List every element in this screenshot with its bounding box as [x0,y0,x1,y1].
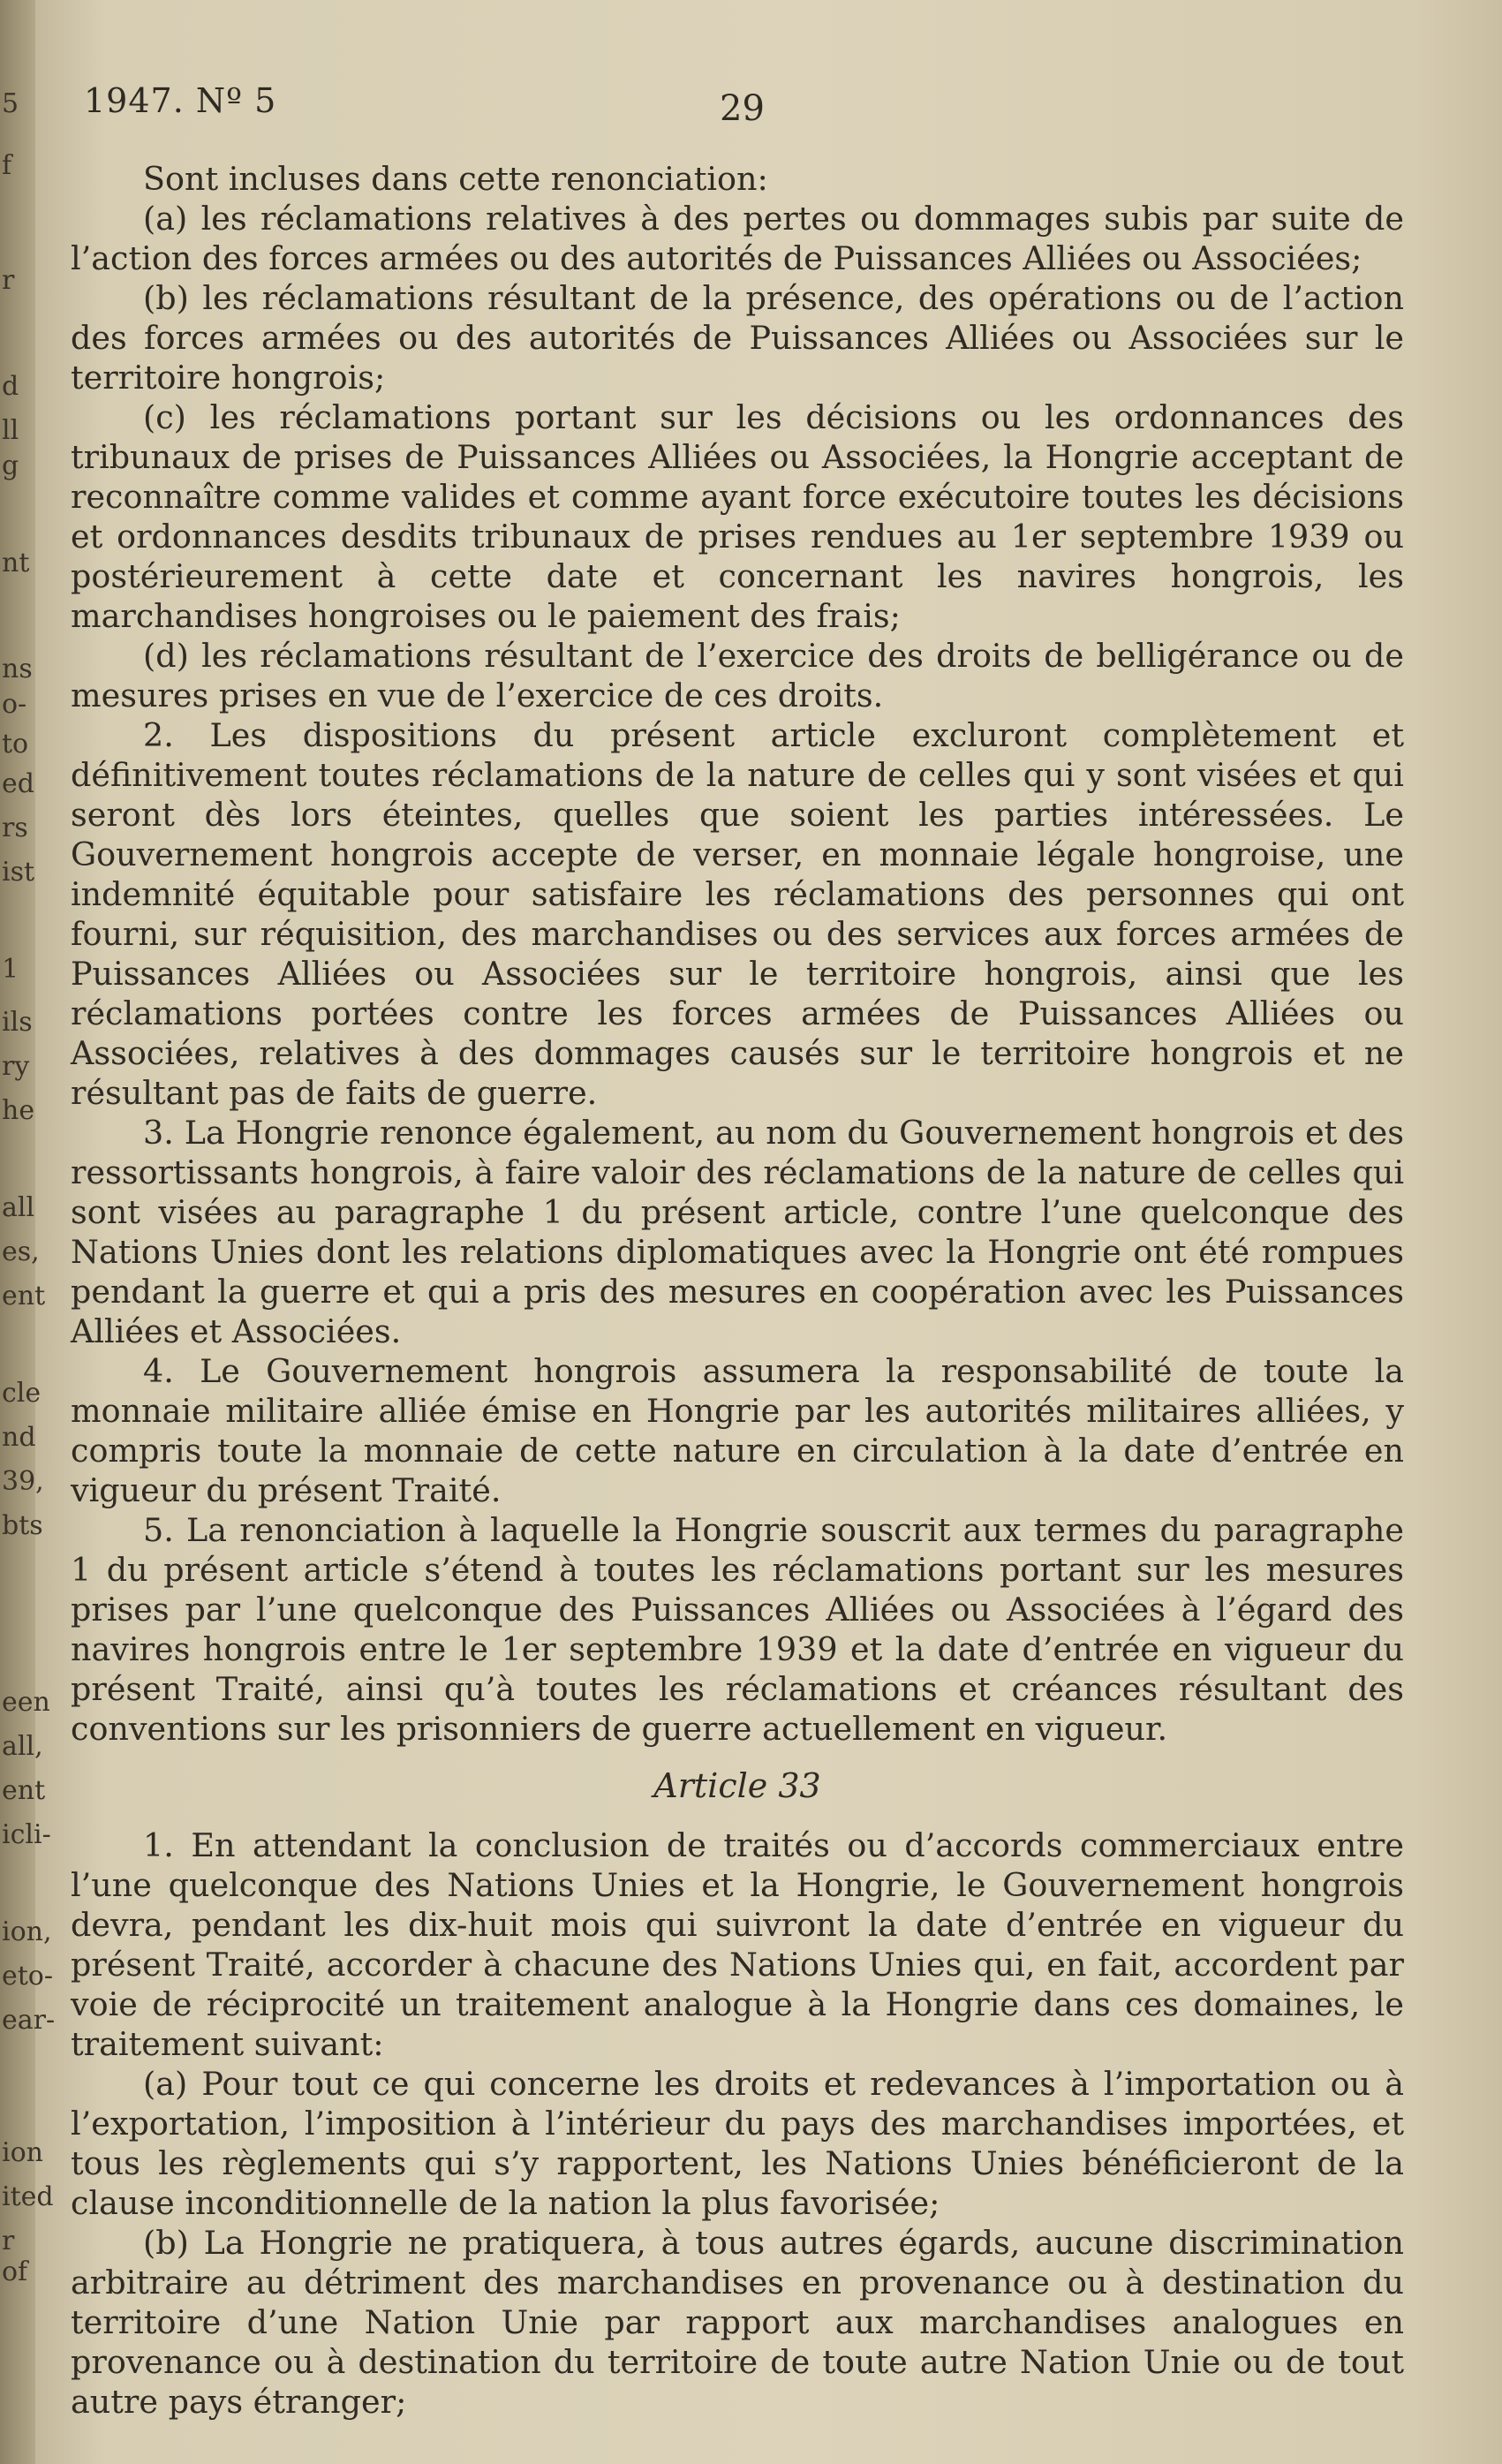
margin-fragment: bts [2,1510,43,1541]
margin-fragment: ear- [2,2005,56,2036]
margin-fragment: 1 [2,954,19,985]
margin-fragment: cle [2,1378,42,1409]
margin-fragment: all [2,1192,35,1223]
margin-fragment: r of [2,2226,28,2287]
paragraph-intro: Sont incluses dans cette renonciation: [143,160,768,198]
margin-fragment: r [2,265,15,296]
margin-fragment: icli- [2,1819,51,1850]
margin-fragment: ion, [2,1916,52,1947]
margin-fragment: o- [2,689,27,720]
paragraph-b: (b) les réclamations résultant de la présence, des opérations ou de l’action des forces armées ou des autorités de Puissances Alliées ou Associées sur le territoire hongrois; [71,279,1404,397]
margin-fragment: ited [2,2181,54,2212]
margin-fragment: f [2,150,12,181]
margin-fragment: es, [2,1236,40,1267]
margin-fragment: 5 [2,88,19,119]
margin-fragment: ns [2,654,33,684]
adjacent-page-edge [0,0,56,2464]
margin-fragment: he [2,1095,35,1126]
article-paragraph-1: 1. En attendant la conclusion de traités ou d’accords commerciaux entre l’une quelconque des Nations Unies et la Hongrie, le Gouvernement hongrois devra, pendant les dix-huit mois qui suivront la date d’entrée en vigueur du présent Traité, accorder à chacune des Nations Unies qui, en fait, accordent par voie de réciprocité un traitement analogue à la Hongrie dans ces domaines, le traitement suivant: [71,1826,1404,2063]
margin-fragment: ll [2,415,19,446]
margin-fragment: ed [2,768,34,799]
margin-fragment: ist [2,857,35,888]
page-body [71,159,1404,2422]
paragraph-a: (a) les réclamations relatives à des pertes ou dommages subis par suite de l’action des forces armées ou des autorités de Puissances Alliées ou Associées; [71,200,1404,277]
margin-fragment: ion [2,2137,43,2168]
margin-fragment: to [2,729,29,760]
article-paragraph-a: (a) Pour tout ce qui concerne les droits et redevances à l’importation ou à l’exportation, l’imposition à l’intérieur du pays des marchandises importées, et tous les règlements qui s’y rapportent, les Nations Unies bénéficieront de la clause inconditionnelle de la nation la plus favorisée; [71,2065,1404,2222]
margin-fragment: nd [2,1422,36,1453]
margin-fragment: 39, [2,1466,44,1497]
margin-fragment: eto- [2,1961,54,1992]
paragraph-d: (d) les réclamations résultant de l’exercice des droits de belligérance ou de mesures prises en vue de l’exercice de ces droits. [71,637,1404,714]
article-paragraph-b: (b) La Hongrie ne pratiquera, à tous autres égards, aucune discrimination arbitraire au détriment des marchandises en provenance ou à destination du territoire d’une Nation Unie par rapport aux marchandises analogues en provenance ou à destination du territoire de toute autre Nation Unie ou de tout autre pays étranger; [71,2224,1404,2421]
page-header [84,81,1408,134]
margin-fragment: nt [2,548,30,578]
article-heading: Article 33 [653,1766,821,1805]
paragraph-c: (c) les réclamations portant sur les décisions ou les ordonnances des tribunaux de prises de Puissances Alliées ou Associées, la Hongrie acceptant de reconnaître comme valides et comme ayant force exécutoire toutes les décisions et ordonnances desdits tribunaux de prises rendues au 1er septembre 1939 ou postérieurement à cette date et concernant les navires hongrois, les marchandises hongroises ou le paiement des frais; [71,398,1404,635]
page-number: 29 [720,88,765,129]
margin-fragment: d [2,371,19,402]
margin-fragment: g [2,450,19,481]
margin-fragment: ry [2,1051,30,1082]
margin-fragment: ent [2,1775,46,1806]
margin-fragment: all, [2,1731,43,1762]
margin-fragment: een [2,1687,50,1718]
margin-fragment: ils [2,1007,33,1038]
margin-fragment: ent [2,1281,46,1311]
margin-fragment: rs [2,813,28,843]
paragraph-2: 2. Les dispositions du présent article excluront complètement et définitivement toutes réclamations de la nature de celles qui y sont visées et qui seront dès lors éteintes, quelles que soient les parties intéressées. Le Gouvernement hongrois accepte de verser, en monnaie légale hongroise, une indemnité équitable pour satisfaire les réclamations des personnes qui ont fourni, sur réquisition, des marchandises ou des services aux forces armées de Puissances Alliées ou Associées sur le territoire hongrois, ainsi que les réclamations portées contre les forces armées de Puissances Alliées ou Associées, relatives à des dommages causés sur le territoire hongrois et ne résultant pas de faits de guerre. [71,716,1404,1112]
paragraph-4: 4. Le Gouvernement hongrois assumera la responsabilité de toute la monnaie militaire alliée émise en Hongrie par les autorités militaires alliées, y compris toute la monnaie de cette nature en circulation à la date d’entrée en vigueur du présent Traité. [71,1352,1404,1509]
paragraph-3: 3. La Hongrie renonce également, au nom du Gouvernement hongrois et des ressortissants hongrois, à faire valoir des réclamations de la nature de celles qui sont visées au paragraphe 1 du présent article, contre l’une quelconque des Nations Unies dont les relations diplomatiques avec la Hongrie ont été rompues pendant la guerre et qui a pris des mesures en coopération avec les Puissances Alliées et Associées. [71,1114,1404,1350]
running-head: 1947. Nº 5 [84,81,277,120]
paragraph-5: 5. La renonciation à laquelle la Hongrie souscrit aux termes du paragraphe 1 du présent article s’étend à toutes les réclamations portant sur les mesures prises par l’une quelconque des Puissances Alliées ou Associées à l’égard des navires hongrois entre le 1er septembre 1939 et la date d’entrée en vigueur du présent Traité, ainsi qu’à toutes les réclamations et créances résultant des conventions sur les prisonniers de guerre actuellement en vigueur. [71,1511,1404,1748]
